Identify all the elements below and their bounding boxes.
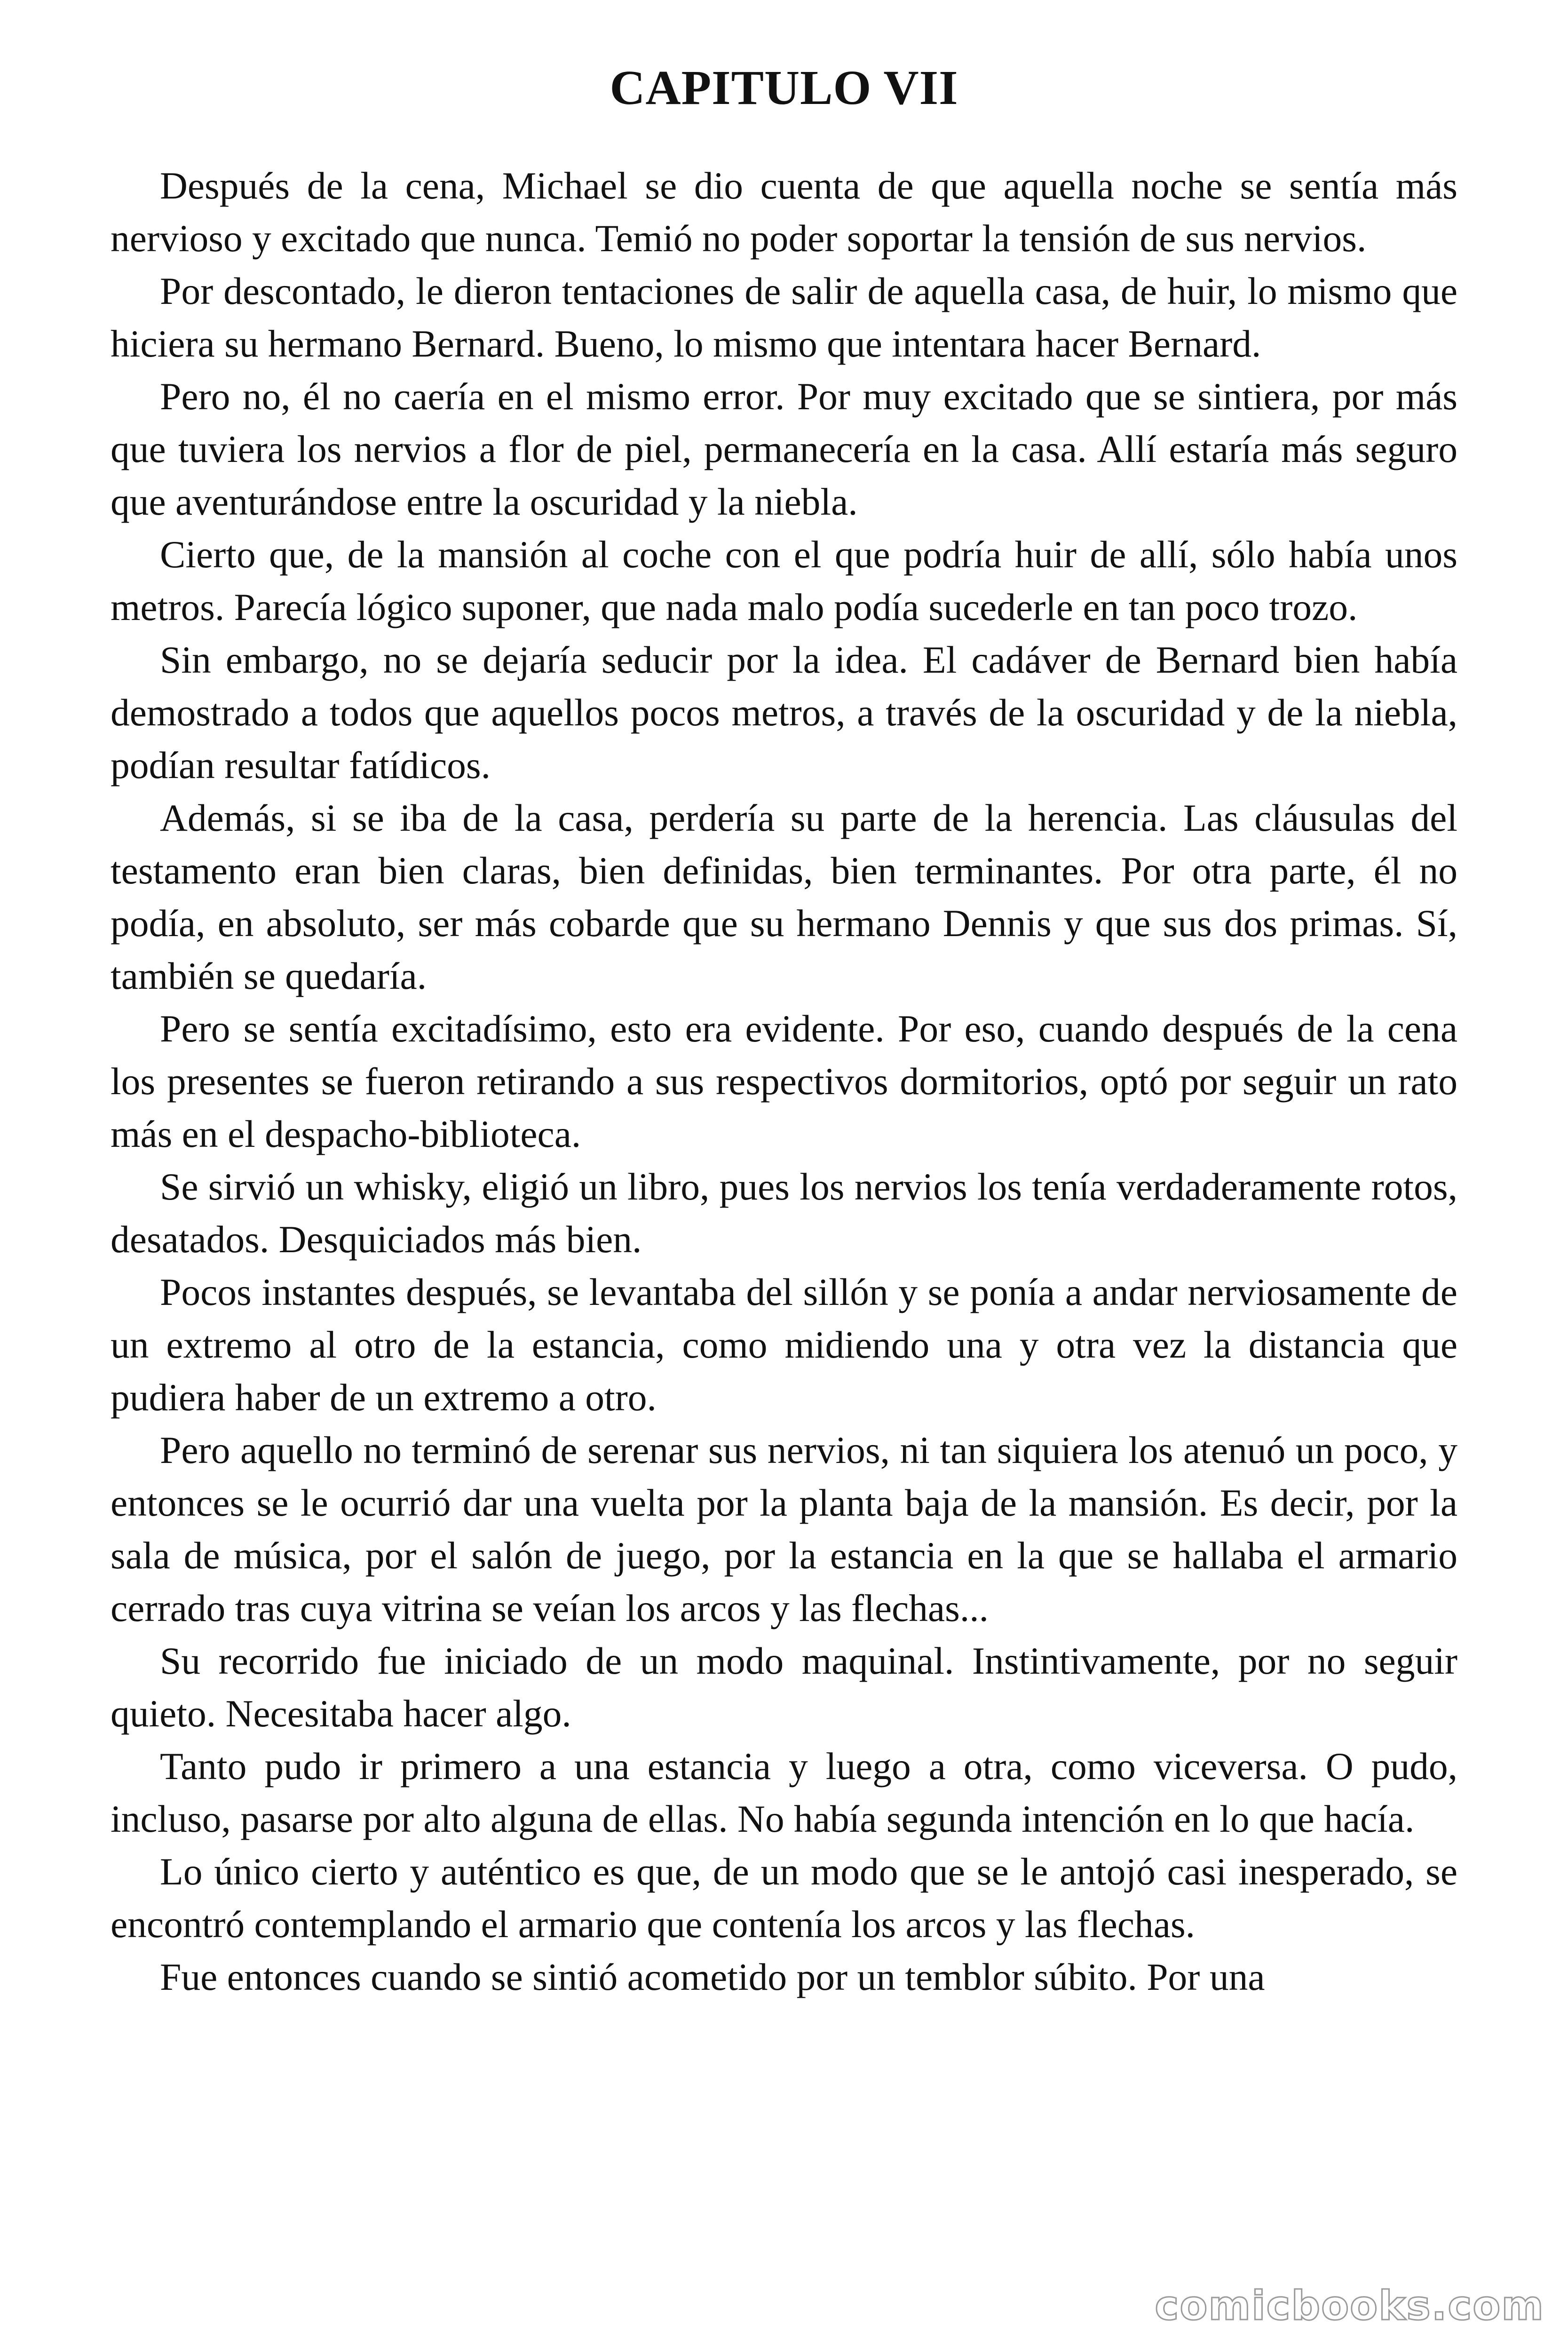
paragraph: Se sirvió un whisky, eligió un libro, pues los nervios los tenía verdaderamente rotos, desatados. Desquiciados más bien. [111,1165,1457,1261]
paragraph: Pocos instantes después, se levantaba del sillón y se ponía a andar nerviosamente de un extremo al otro de la estancia, como midiendo una y otra vez la distancia que pudiera haber de un extremo a otro. [111,1271,1457,1419]
watermark-logo: comicbooks.com [1155,2282,1544,2329]
chapter-title: CAPITULO VII [610,61,958,115]
paragraph: Sin embargo, no se dejaría seducir por la idea. El cadáver de Bernard bien había demostrado a todos que aquellos pocos metros, a través de la oscuridad y de la niebla, podían resultar fatídicos. [111,638,1457,787]
paragraph: Por descontado, le dieron tentaciones de salir de aquella casa, de huir, lo mismo que hiciera su hermano Bernard. Bueno, lo mismo que intentara hacer Bernard. [111,270,1457,366]
paragraph: Cierto que, de la mansión al coche con el que podría huir de allí, sólo había unos metros. Parecía lógico suponer, que nada malo podía sucederle en tan poco trozo. [111,533,1457,629]
paragraph: Fue entonces cuando se sintió acometido por un temblor súbito. Por una [160,1955,1265,1999]
paragraph: Pero se sentía excitadísimo, esto era evidente. Por eso, cuando después de la cena los presentes se fueron retirando a sus respectivos dormitorios, optó por seguir un rato más en el despacho-biblioteca. [111,1007,1457,1156]
paragraph: Su recorrido fue iniciado de un modo maquinal. Instintivamente, por no seguir quieto. Necesitaba hacer algo. [111,1639,1457,1735]
paragraph: Pero no, él no caería en el mismo error. Por muy excitado que se sintiera, por más que tuviera los nervios a flor de piel, permanecería en la casa. Allí estaría más seguro que aventurándose entre la oscuridad y la niebla. [111,375,1457,524]
paragraph: Además, si se iba de la casa, perdería su parte de la herencia. Las cláusulas del testamento eran bien claras, bien definidas, bien terminantes. Por otra parte, él no podía, en absoluto, ser más cobarde que su hermano Dennis y que sus dos primas. Sí, también se quedaría. [111,796,1457,998]
chapter-body [111,159,1457,2003]
paragraph: Después de la cena, Michael se dio cuenta de que aquella noche se sentía más nervioso y excitado que nunca. Temió no poder soportar la tensión de sus nervios. [111,164,1457,260]
paragraph: Lo único cierto y auténtico es que, de un modo que se le antojó casi inesperado, se encontró contemplando el armario que contenía los arcos y las flechas. [111,1850,1457,1946]
paragraph: Pero aquello no terminó de serenar sus nervios, ni tan siquiera los atenuó un poco, y entonces se le ocurrió dar una vuelta por la planta baja de la mansión. Es decir, por la sala de música, por el salón de juego, por la estancia en la que se hallaba el armario cerrado tras cuya vitrina se veían los arcos y las flechas... [111,1429,1457,1630]
paragraph: Tanto pudo ir primero a una estancia y luego a otra, como viceversa. O pudo, incluso, pasarse por alto alguna de ellas. No había segunda intención en lo que hacía. [111,1745,1457,1841]
